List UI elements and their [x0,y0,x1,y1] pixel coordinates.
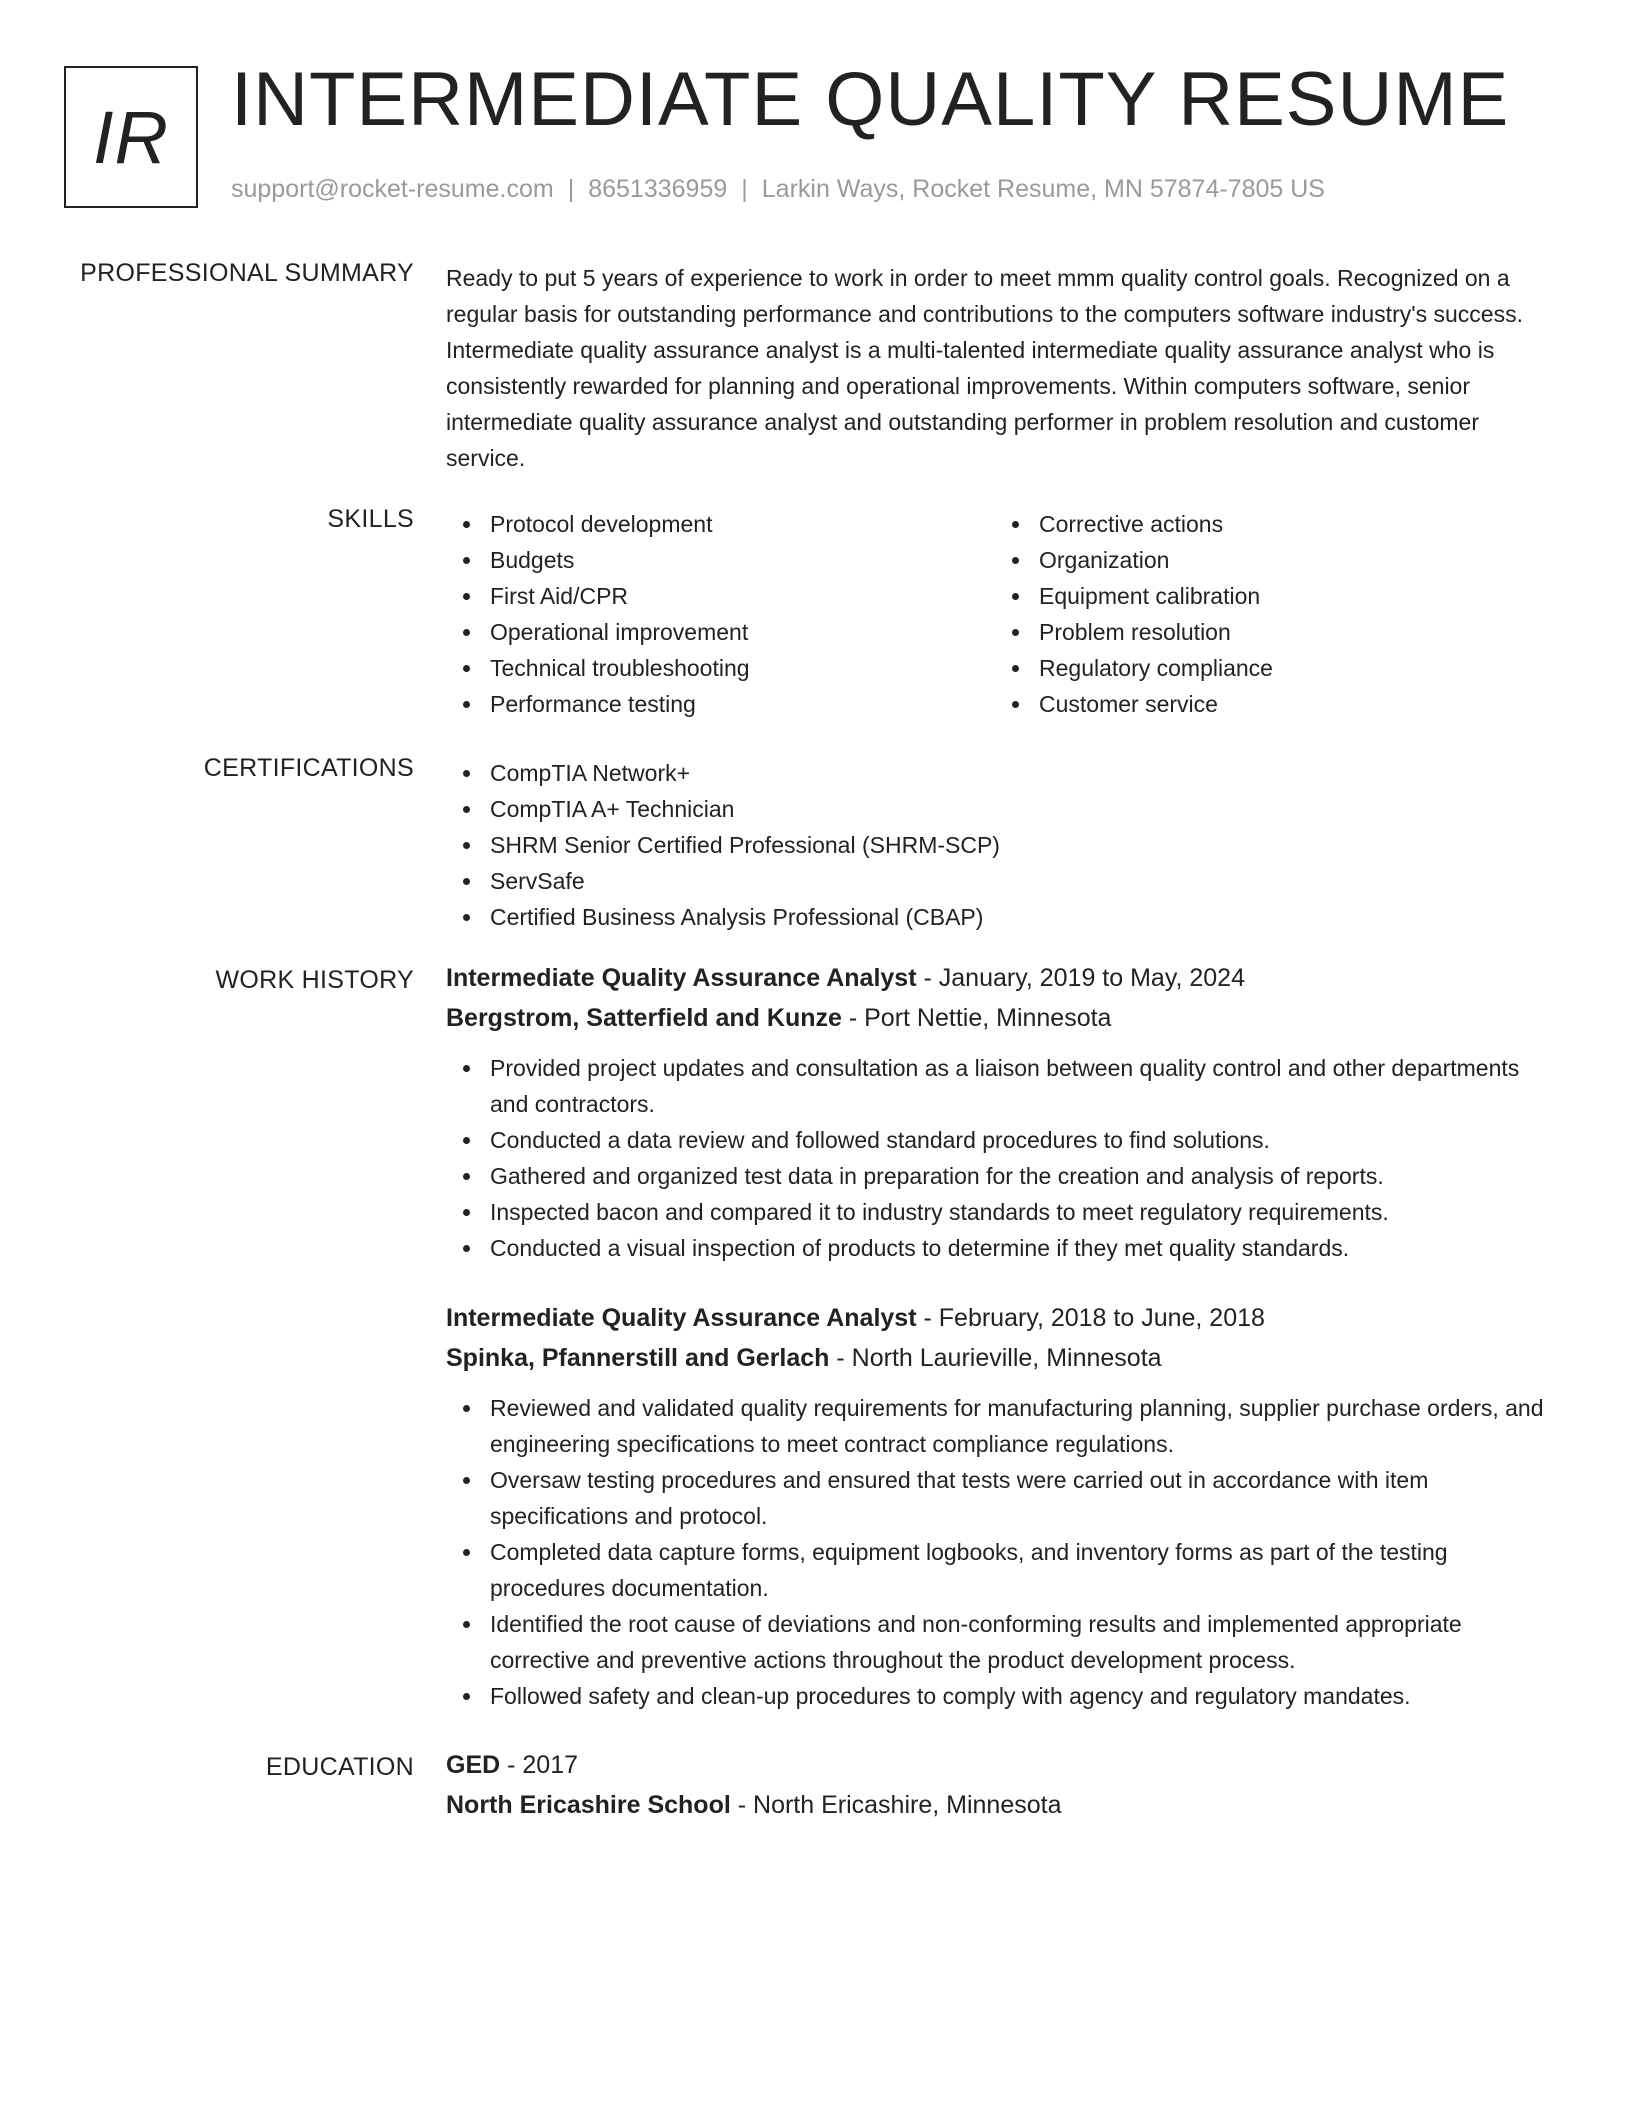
contact-address: Larkin Ways, Rocket Resume, MN 57874-7805 US [761,175,1325,203]
contact-separator: | [741,175,748,203]
job-location: - North Laurieville, Minnesota [829,1344,1162,1372]
summary-label: PROFESSIONAL SUMMARY [80,259,414,287]
contact-email: support@rocket-resume.com [231,175,554,203]
job-bullets [446,1050,1560,1266]
monogram-initials: IR [93,95,169,179]
certification-item: CompTIA Network+ [446,755,1560,791]
job-bullet: Followed safety and clean-up procedures to comply with agency and regulatory mandates. [446,1678,1560,1714]
education-body [446,1745,1560,1825]
skill-item: Operational improvement [446,614,995,650]
certifications-label: CERTIFICATIONS [203,754,414,782]
certification-item: SHRM Senior Certified Professional (SHRM-SCP) [446,827,1560,863]
skill-item: Performance testing [446,686,995,722]
job-bullet: Oversaw testing procedures and ensured that tests were carried out in accordance with item specifications and protocol. [446,1462,1560,1534]
skills-label: SKILLS [327,505,414,533]
summary-text: Ready to put 5 years of experience to work in order to meet mmm quality control goals. Recognized on a regular basis for outstanding performance and contributions to the computers software industry's success. Intermediate quality assurance analyst is a multi-talented intermediate quality assurance analyst who is consistently rewarded for planning and operational improvements. Within computers software, senior intermediate quality assurance analyst and outstanding performer in problem resolution and customer service. [446,265,1523,471]
job-bullet: Completed data capture forms, equipment logbooks, and inventory forms as part of the testing procedures documentation. [446,1534,1560,1606]
contact-phone: 8651336959 [588,175,728,203]
job-title-line [446,958,1560,998]
job-dates: - February, 2018 to June, 2018 [916,1304,1265,1332]
job-bullet: Conducted a data review and followed standard procedures to find solutions. [446,1122,1560,1158]
skill-item: Protocol development [446,506,995,542]
education-degree: GED [446,1751,501,1779]
work-history-body [446,958,1560,1714]
job-bullets [446,1390,1560,1714]
resume-title: INTERMEDIATE QUALITY RESUME [231,57,1510,142]
job-title: Intermediate Quality Assurance Analyst [446,1304,917,1332]
certification-item: ServSafe [446,863,1560,899]
job-company: Spinka, Pfannerstill and Gerlach [446,1344,830,1372]
education-year: - 2017 [500,1751,579,1779]
education-location: - North Ericashire, Minnesota [730,1791,1062,1819]
certification-item: CompTIA A+ Technician [446,791,1560,827]
skill-item: Organization [995,542,1544,578]
skill-item: Equipment calibration [995,578,1544,614]
job-dates: - January, 2019 to May, 2024 [916,964,1245,992]
job-title: Intermediate Quality Assurance Analyst [446,964,917,992]
certification-item: Certified Business Analysis Professional (CBAP) [446,899,1560,935]
skills-list-right [995,506,1544,722]
job-company-line [446,1338,1560,1378]
monogram-logo [64,66,198,208]
skill-item: Corrective actions [995,506,1544,542]
job-entry [446,958,1560,1266]
job-bullet: Conducted a visual inspection of products to determine if they met quality standards. [446,1230,1560,1266]
job-location: - Port Nettie, Minnesota [841,1004,1112,1032]
work-history-label: WORK HISTORY [215,966,414,994]
contact-line [231,175,1325,204]
job-entry [446,1298,1560,1714]
skill-item: Technical troubleshooting [446,650,995,686]
skill-item: First Aid/CPR [446,578,995,614]
education-school-line [446,1785,1560,1825]
skill-item: Budgets [446,542,995,578]
education-label: EDUCATION [265,1753,414,1781]
job-bullet: Provided project updates and consultation as a liaison between quality control and other departments and contractors. [446,1050,1560,1122]
job-bullet: Reviewed and validated quality requirements for manufacturing planning, supplier purchase orders, and engineering specifications to meet contract compliance regulations. [446,1390,1560,1462]
skills-list-left [446,506,995,722]
job-company: Bergstrom, Satterfield and Kunze [446,1004,842,1032]
job-bullet: Inspected bacon and compared it to industry standards to meet regulatory requirements. [446,1194,1560,1230]
job-title-line [446,1298,1560,1338]
contact-separator: | [567,175,575,203]
skill-item: Customer service [995,686,1544,722]
skill-item: Problem resolution [995,614,1544,650]
education-school: North Ericashire School [446,1791,731,1819]
job-bullet: Identified the root cause of deviations and non-conforming results and implemented appropriate corrective and preventive actions throughout the product development process. [446,1606,1560,1678]
job-company-line [446,998,1560,1038]
skills-lists [446,506,1560,722]
job-bullet: Gathered and organized test data in preparation for the creation and analysis of reports. [446,1158,1560,1194]
skill-item: Regulatory compliance [995,650,1544,686]
certifications-list [446,755,1560,935]
education-degree-line [446,1745,1560,1785]
